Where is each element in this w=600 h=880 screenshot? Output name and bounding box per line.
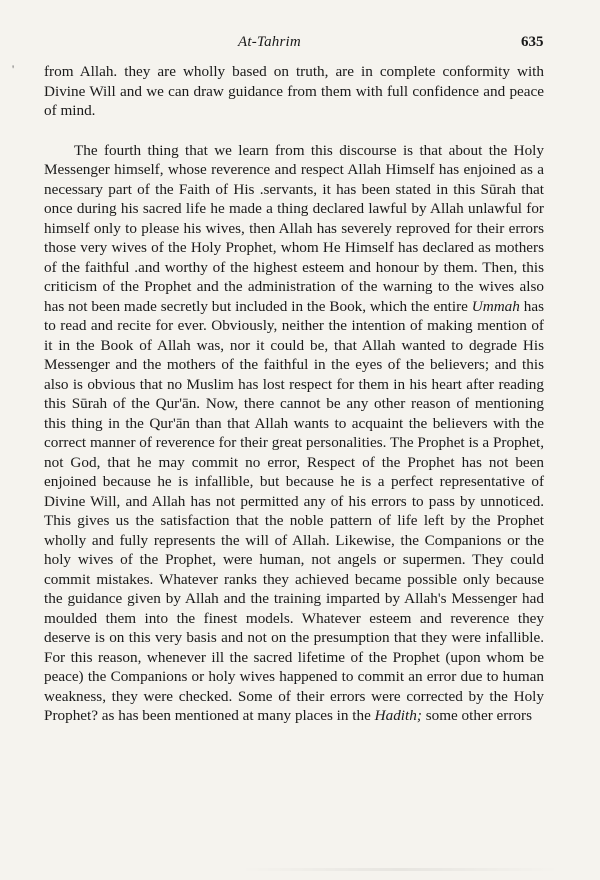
paragraph-text: from Allah. they are wholly based on truth, are in complete conformity with Divine Will and we can draw guidance from them with full confidence and peace of mind. xyxy=(44,63,544,119)
paragraph-text-part-3: some other errors xyxy=(421,707,532,724)
page-number: 635 xyxy=(521,34,544,50)
margin-mark: ' xyxy=(12,62,15,76)
italic-term-hadith: Hadith; xyxy=(374,707,422,724)
body-text xyxy=(44,62,544,726)
scan-smudge xyxy=(240,868,560,871)
paragraph-fourth-thing xyxy=(44,141,544,726)
paragraph-text-part-1: The fourth thing that we learn from this discourse is that about the Holy Messenger himself, whose reverence and respect Allah Himself has enjoined as a necessary part of the Faith of His .servants, it has been stated in this Sūrah that once during his sacred life he made a thing declared lawful by Allah unlawful for himself only to please his wives, then Allah has severely reproved for their errors those very wives of the Holy Prophet, whom He Himself has declared as mothers of the faithful .and worthy of the highest esteem and honour by them. Then, this criticism of the Prophet and the administration of the warning to the wives also has not been made secretly but included in the Book, which the entire xyxy=(44,141,544,315)
italic-term-ummah: Ummah xyxy=(471,297,520,315)
paragraph-continued xyxy=(44,62,544,121)
running-head xyxy=(0,34,600,54)
running-title: At-Tahrim xyxy=(238,34,301,50)
paragraph-text-part-2: has to read and recite for ever. Obviously, neither the intention of making mention of it in the Book of Allah was, nor it could be, that Allah wanted to degrade His Messenger and the mothers of the faithful in the eyes of the believers; and this also is obvious that no Muslim has lost respect for them in his heart after reading this Sūrah of the Qur'ān. Now, there cannot be any other reason of mentioning this thing in the Qur'ān than that Allah wants to acquaint the believers with the correct manner of reverence for their great personalities. The Prophet is a Prophet, not God, that he may commit no error, Respect of the Prophet has not been enjoined because he is infallible, but because he is a perfect representative of Divine Will, and Allah has not permitted any of his errors to pass by unnoticed. This gives us the satisfaction that the noble pattern of life left by the Prophet wholly and fully represents the will of Allah. Likewise, the Companions or the holy wives of the Prophet, were human, not angels or supermen. They could commit mistakes. Whatever ranks they achieved became possible only because the guidance given by Allah and the training imparted by Allah's Messenger had moulded them into the finest models. Whatever esteem and reverence they deserve is on this very basis and not on the presumption that they were infallible. For this reason, whenever ill the sacred lifetime of the Prophet (upon whom be peace) the Companions or holy wives happened to commit an error due to human weakness, they were checked. Some of their errors were corrected by the Holy Prophet? as has been mentioned at many places in the xyxy=(44,297,544,724)
